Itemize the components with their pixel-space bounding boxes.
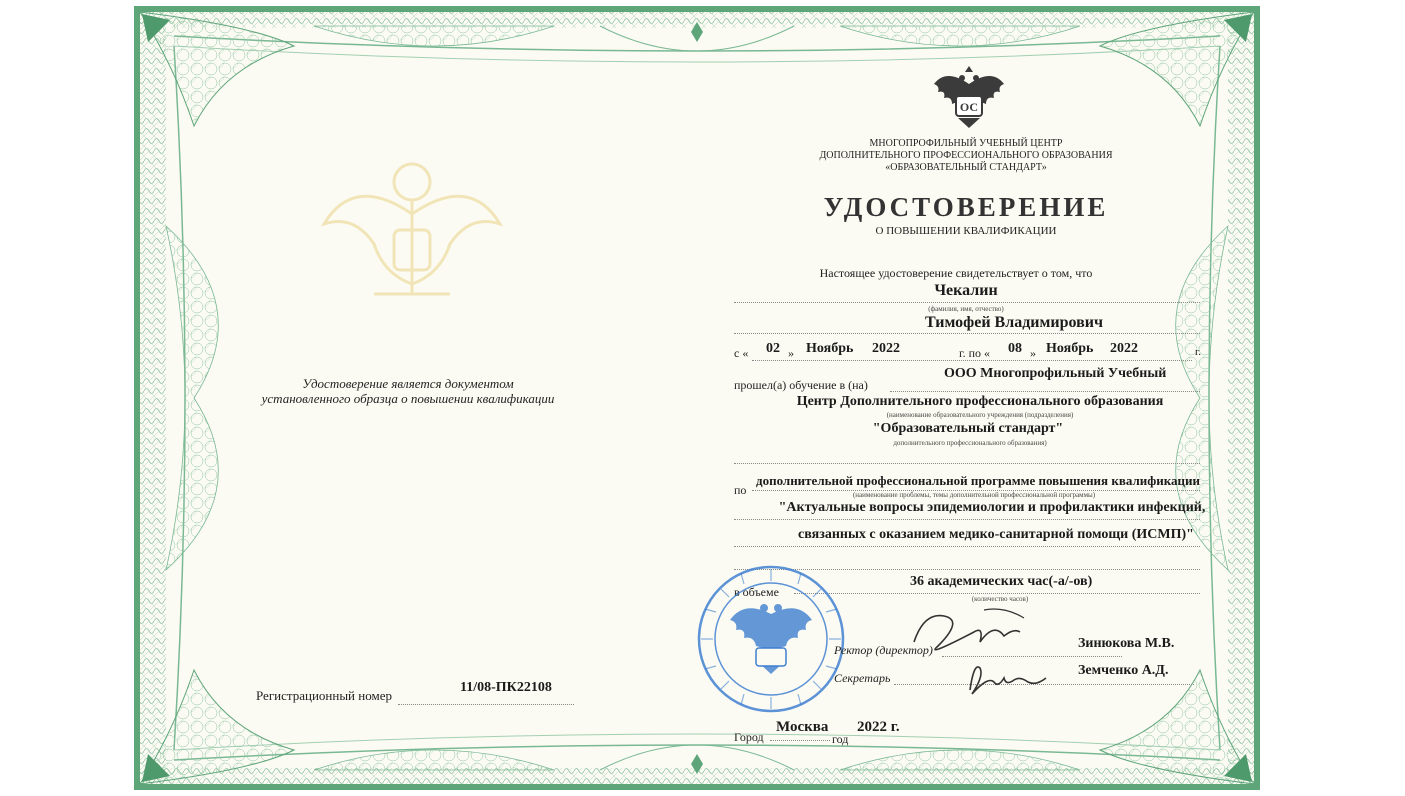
eagle-logo-icon — [932, 62, 1006, 132]
registration-label: Регистрационный номер — [256, 688, 392, 703]
secretary-name: Земченко А.Д. — [1078, 663, 1169, 678]
institution-caption2: дополнительного профессионального образования) — [893, 439, 1047, 447]
official-seal-icon — [696, 564, 846, 714]
period-to-prefix: г. по « — [959, 346, 990, 360]
intro-text: Настоящее удостоверение свидетельствует о том, что — [819, 266, 1093, 280]
holder-surname: Чекалин — [934, 282, 998, 299]
org-line3: «ОБРАЗОВАТЕЛЬНЫЙ СТАНДАРТ» — [885, 162, 1047, 173]
fio-caption: (фамилия, имя, отчество) — [928, 305, 1004, 313]
secretary-signature-icon — [958, 656, 1058, 698]
watermark-emblem-icon — [314, 134, 510, 314]
period-to-year: 2022 — [1110, 341, 1138, 356]
registration-number: 11/08-ПК22108 — [460, 680, 552, 695]
year-value: 2022 г. — [857, 719, 900, 735]
program-title-line1: "Актуальные вопросы эпидемиологии и профилактики инфекций, — [778, 500, 1206, 515]
rector-name: Зинюкова М.В. — [1078, 636, 1175, 651]
year-label: год — [832, 732, 849, 746]
volume-caption: (количество часов) — [971, 595, 1029, 603]
training-label: прошел(а) обучение в (на) — [734, 378, 868, 392]
left-note-line2: установленного образца о повышении квалификации — [261, 391, 555, 406]
program-title-line2: связанных с оказанием медико-санитарной помощи (ИСМП)" — [798, 527, 1194, 542]
period-from-day-close: » — [788, 346, 794, 360]
program-caption: (наименование проблемы, темы дополнительной профессиональной программы) — [852, 491, 1096, 499]
certificate — [134, 6, 1260, 790]
program-type: дополнительной профессиональной программе повышения квалификации — [756, 473, 1200, 488]
volume-label: в объеме — [734, 585, 779, 599]
period-from-day: 02 — [766, 341, 780, 356]
period-to-day: 08 — [1008, 341, 1022, 356]
volume-value: 36 академических час(-а/-ов) — [910, 574, 1093, 589]
left-note-line1: Удостоверение является документом — [302, 376, 514, 391]
document-title: УДОСТОВЕРЕНИЕ — [823, 192, 1109, 222]
period-from-year: 2022 — [872, 341, 900, 356]
period-from-month: Ноябрь — [806, 341, 854, 356]
program-label: по — [734, 483, 747, 497]
city-label: Город — [734, 730, 764, 744]
org-line2: ДОПОЛНИТЕЛЬНОГО ПРОФЕССИОНАЛЬНОГО ОБРАЗОВАНИЯ — [819, 150, 1113, 161]
institution-line1: ООО Многопрофильный Учебный — [944, 366, 1167, 381]
holder-name-patronymic: Тимофей Владимирович — [924, 314, 1104, 331]
document-subtitle: О ПОВЫШЕНИИ КВАЛИФИКАЦИИ — [875, 225, 1057, 237]
rector-label: Ректор (директор) — [834, 643, 933, 657]
logo-text: ОС — [959, 100, 979, 114]
org-line1: МНОГОПРОФИЛЬНЫЙ УЧЕБНЫЙ ЦЕНТР — [869, 138, 1063, 149]
period-to-day-close: » — [1030, 346, 1036, 360]
period-to-month: Ноябрь — [1046, 341, 1094, 356]
institution-line3: "Образовательный стандарт" — [872, 421, 1064, 436]
institution-caption: (наименование образовательного учреждения (подразделения) — [886, 411, 1074, 419]
rector-signature-icon — [904, 602, 1054, 662]
secretary-label: Секретарь — [834, 671, 891, 685]
period-year-suffix: г. — [1195, 346, 1202, 358]
period-from-prefix: с « — [734, 346, 749, 360]
institution-line2: Центр Дополнительного профессионального образования — [796, 394, 1164, 409]
city-value: Москва — [776, 719, 829, 735]
